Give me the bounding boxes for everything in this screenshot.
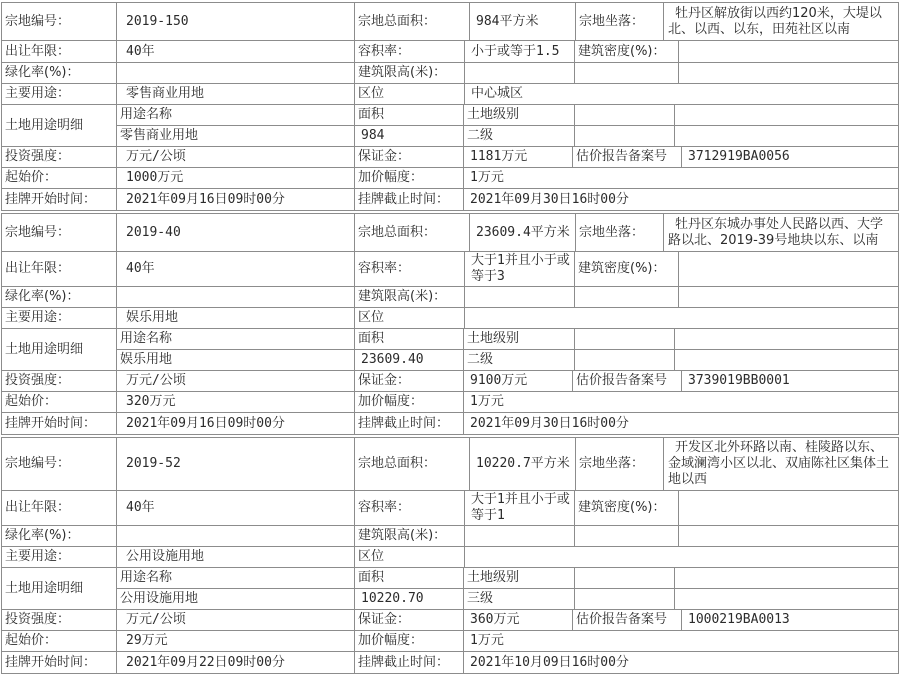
listing-end-label: 挂牌截止时间： <box>355 413 464 434</box>
table-row <box>2 610 898 631</box>
far-value: 大于1并且小于或等于3 <box>465 252 575 287</box>
deposit-label: 保证金： <box>355 610 464 631</box>
listing-start-label: 挂牌开始时间： <box>2 652 117 673</box>
land-grade-value: 二级 <box>464 126 575 147</box>
increment-label: 加价幅度： <box>355 631 464 652</box>
deposit-label: 保证金： <box>355 147 464 168</box>
parcel-no-value: 2019-52 <box>117 438 355 491</box>
density-value <box>679 491 898 526</box>
investment-value: 万元/公顷 <box>117 147 355 168</box>
empty-cell <box>675 589 898 610</box>
use-detail-header-row <box>117 568 898 589</box>
term-label: 出让年限： <box>2 491 117 526</box>
use-name-header: 用途名称 <box>117 568 355 589</box>
height-limit-label: 建筑限高(米)： <box>355 526 465 547</box>
investment-value: 万元/公顷 <box>117 610 355 631</box>
valuation-no-value: 3739019BB0001 <box>682 371 898 392</box>
location-value: 牡丹区解放街以西约120米，大堤以北、以西、以东，田苑社区以南 <box>664 3 898 41</box>
table-row <box>2 631 898 652</box>
empty-cell <box>575 526 679 547</box>
main-use-label: 主要用途： <box>2 84 117 105</box>
land-grade-header: 土地级别 <box>464 329 575 350</box>
investment-label: 投资强度： <box>2 371 117 392</box>
height-limit-label: 建筑限高(米)： <box>355 287 465 308</box>
density-value <box>679 41 898 63</box>
increment-value: 1万元 <box>464 168 898 189</box>
start-price-label: 起始价： <box>2 168 117 189</box>
investment-value: 万元/公顷 <box>117 371 355 392</box>
table-row <box>2 413 898 434</box>
empty-cell <box>675 568 898 589</box>
use-detail-subtable <box>117 568 898 610</box>
use-name-value: 零售商业用地 <box>117 126 355 147</box>
valuation-no-label: 估价报告备案号 <box>573 610 682 631</box>
use-name-header: 用途名称 <box>117 105 355 126</box>
use-detail-subtable <box>117 329 898 371</box>
use-detail-value-row <box>117 350 898 371</box>
total-area-label: 宗地总面积： <box>355 214 470 252</box>
increment-label: 加价幅度： <box>355 168 464 189</box>
height-limit-value <box>465 526 575 547</box>
land-grade-value: 二级 <box>464 350 575 371</box>
district-label: 区位 <box>355 84 465 105</box>
start-price-value: 1000万元 <box>117 168 355 189</box>
density-value <box>679 252 898 287</box>
land-grade-header: 土地级别 <box>464 568 575 589</box>
investment-label: 投资强度： <box>2 147 117 168</box>
land-use-detail-row <box>2 105 898 147</box>
start-price-label: 起始价： <box>2 392 117 413</box>
listing-end-label: 挂牌截止时间： <box>355 652 464 673</box>
listing-end-value: 2021年09月30日16时00分 <box>470 415 629 431</box>
table-row <box>2 491 898 526</box>
table-row <box>2 371 898 392</box>
main-use-label: 主要用途： <box>2 547 117 568</box>
use-detail-label: 土地用途明细 <box>2 105 117 147</box>
far-value: 大于1并且小于或等于1 <box>465 491 575 526</box>
table-row <box>2 547 898 568</box>
total-area-value: 10220.7平方米 <box>470 438 576 491</box>
parcel-tables-container <box>1 2 900 674</box>
use-detail-value-row <box>117 126 898 147</box>
district-value: 中心城区 <box>465 84 898 105</box>
table-row <box>2 189 898 210</box>
far-label: 容积率： <box>355 252 465 287</box>
empty-cell <box>575 126 675 147</box>
table-row <box>2 392 898 413</box>
table-row <box>2 526 898 547</box>
table-row <box>2 214 898 252</box>
start-price-value: 29万元 <box>117 631 355 652</box>
empty-cell <box>575 350 675 371</box>
listing-start-label: 挂牌开始时间： <box>2 413 117 434</box>
deposit-label: 保证金： <box>355 371 464 392</box>
term-label: 出让年限： <box>2 252 117 287</box>
table-row <box>2 287 898 308</box>
parcel-no-label: 宗地编号： <box>2 214 117 252</box>
empty-cell <box>679 287 898 308</box>
listing-end-value: 2021年09月30日16时00分 <box>470 191 629 207</box>
use-detail-subtable <box>117 105 898 147</box>
far-label: 容积率： <box>355 41 465 63</box>
location-label: 宗地坐落： <box>576 438 664 491</box>
empty-cell <box>675 126 898 147</box>
parcel-table <box>1 2 899 211</box>
total-area-label: 宗地总面积： <box>355 438 470 491</box>
location-label: 宗地坐落： <box>576 214 664 252</box>
area-header: 面积 <box>355 329 464 350</box>
table-row <box>2 168 898 189</box>
investment-label: 投资强度： <box>2 610 117 631</box>
total-area-value: 23609.4平方米 <box>470 214 576 252</box>
valuation-no-value: 3712919BA0056 <box>682 147 898 168</box>
table-row <box>2 652 898 673</box>
start-price-label: 起始价： <box>2 631 117 652</box>
listing-start-value: 2021年09月16日09时00分 <box>117 189 355 210</box>
location-label: 宗地坐落： <box>576 3 664 41</box>
parcel-no-label: 宗地编号： <box>2 3 117 41</box>
land-use-detail-row <box>2 568 898 610</box>
increment-value: 1万元 <box>464 631 898 652</box>
table-row <box>2 41 898 63</box>
listing-end-label: 挂牌截止时间： <box>355 189 464 210</box>
use-detail-header-row <box>117 105 898 126</box>
main-use-value: 零售商业用地 <box>117 84 355 105</box>
total-area-value: 984平方米 <box>470 3 576 41</box>
start-price-value: 320万元 <box>117 392 355 413</box>
parcel-table <box>1 213 899 435</box>
listing-end-value: 2021年10月09日16时00分 <box>470 654 629 670</box>
term-value: 40年 <box>117 252 355 287</box>
increment-value: 1万元 <box>464 392 898 413</box>
greening-label: 绿化率(%)： <box>2 63 117 84</box>
empty-cell <box>575 568 675 589</box>
empty-cell <box>679 526 898 547</box>
use-detail-label: 土地用途明细 <box>2 568 117 610</box>
area-value: 23609.40 <box>355 350 464 371</box>
use-detail-header-row <box>117 329 898 350</box>
greening-value <box>117 526 355 547</box>
height-limit-value <box>465 63 575 84</box>
density-label: 建筑密度(%)： <box>575 491 679 526</box>
greening-label: 绿化率(%)： <box>2 526 117 547</box>
empty-cell <box>675 329 898 350</box>
district-label: 区位 <box>355 547 465 568</box>
empty-cell <box>575 589 675 610</box>
parcel-no-label: 宗地编号： <box>2 438 117 491</box>
density-label: 建筑密度(%)： <box>575 252 679 287</box>
location-value: 开发区北外环路以南、桂陵路以东、金域澜湾小区以北、双庙陈社区集体土地以西 <box>664 438 898 491</box>
empty-cell <box>575 105 675 126</box>
greening-value <box>117 63 355 84</box>
height-limit-value <box>465 287 575 308</box>
listing-start-value: 2021年09月16日09时00分 <box>117 413 355 434</box>
listing-start-value: 2021年09月22日09时00分 <box>117 652 355 673</box>
area-header: 面积 <box>355 105 464 126</box>
use-detail-value-row <box>117 589 898 610</box>
term-label: 出让年限： <box>2 41 117 63</box>
total-area-label: 宗地总面积： <box>355 3 470 41</box>
area-header: 面积 <box>355 568 464 589</box>
main-use-value: 公用设施用地 <box>117 547 355 568</box>
land-use-detail-row <box>2 329 898 371</box>
greening-label: 绿化率(%)： <box>2 287 117 308</box>
deposit-value: 1181万元 <box>464 147 573 168</box>
empty-cell <box>575 287 679 308</box>
far-label: 容积率： <box>355 491 465 526</box>
use-detail-label: 土地用途明细 <box>2 329 117 371</box>
use-name-value: 公用设施用地 <box>117 589 355 610</box>
table-row <box>2 252 898 287</box>
main-use-value: 娱乐用地 <box>117 308 355 329</box>
term-value: 40年 <box>117 491 355 526</box>
table-row <box>2 308 898 329</box>
main-use-label: 主要用途： <box>2 308 117 329</box>
empty-cell <box>679 63 898 84</box>
area-value: 10220.70 <box>355 589 464 610</box>
table-row <box>2 63 898 84</box>
valuation-no-label: 估价报告备案号 <box>573 371 682 392</box>
valuation-no-label: 估价报告备案号 <box>573 147 682 168</box>
empty-cell <box>675 350 898 371</box>
table-row <box>2 84 898 105</box>
use-name-value: 娱乐用地 <box>117 350 355 371</box>
district-value <box>465 547 898 568</box>
land-grade-header: 土地级别 <box>464 105 575 126</box>
deposit-value: 9100万元 <box>464 371 573 392</box>
empty-cell <box>575 63 679 84</box>
area-value: 984 <box>355 126 464 147</box>
valuation-no-value: 1000219BA0013 <box>682 610 898 631</box>
table-row <box>2 147 898 168</box>
land-grade-value: 三级 <box>464 589 575 610</box>
listing-start-label: 挂牌开始时间： <box>2 189 117 210</box>
use-name-header: 用途名称 <box>117 329 355 350</box>
parcel-no-value: 2019-40 <box>117 214 355 252</box>
height-limit-label: 建筑限高(米)： <box>355 63 465 84</box>
far-value: 小于或等于1.5 <box>465 41 575 63</box>
table-row <box>2 438 898 491</box>
increment-label: 加价幅度： <box>355 392 464 413</box>
density-label: 建筑密度(%)： <box>575 41 679 63</box>
district-label: 区位 <box>355 308 465 329</box>
table-row <box>2 3 898 41</box>
term-value: 40年 <box>117 41 355 63</box>
empty-cell <box>575 329 675 350</box>
parcel-no-value: 2019-150 <box>117 3 355 41</box>
deposit-value: 360万元 <box>464 610 573 631</box>
district-value <box>465 308 898 329</box>
empty-cell <box>675 105 898 126</box>
location-value: 牡丹区东城办事处人民路以西、大学路以北、2019-39号地块以东、以南 <box>664 214 898 252</box>
greening-value <box>117 287 355 308</box>
parcel-table <box>1 437 899 674</box>
